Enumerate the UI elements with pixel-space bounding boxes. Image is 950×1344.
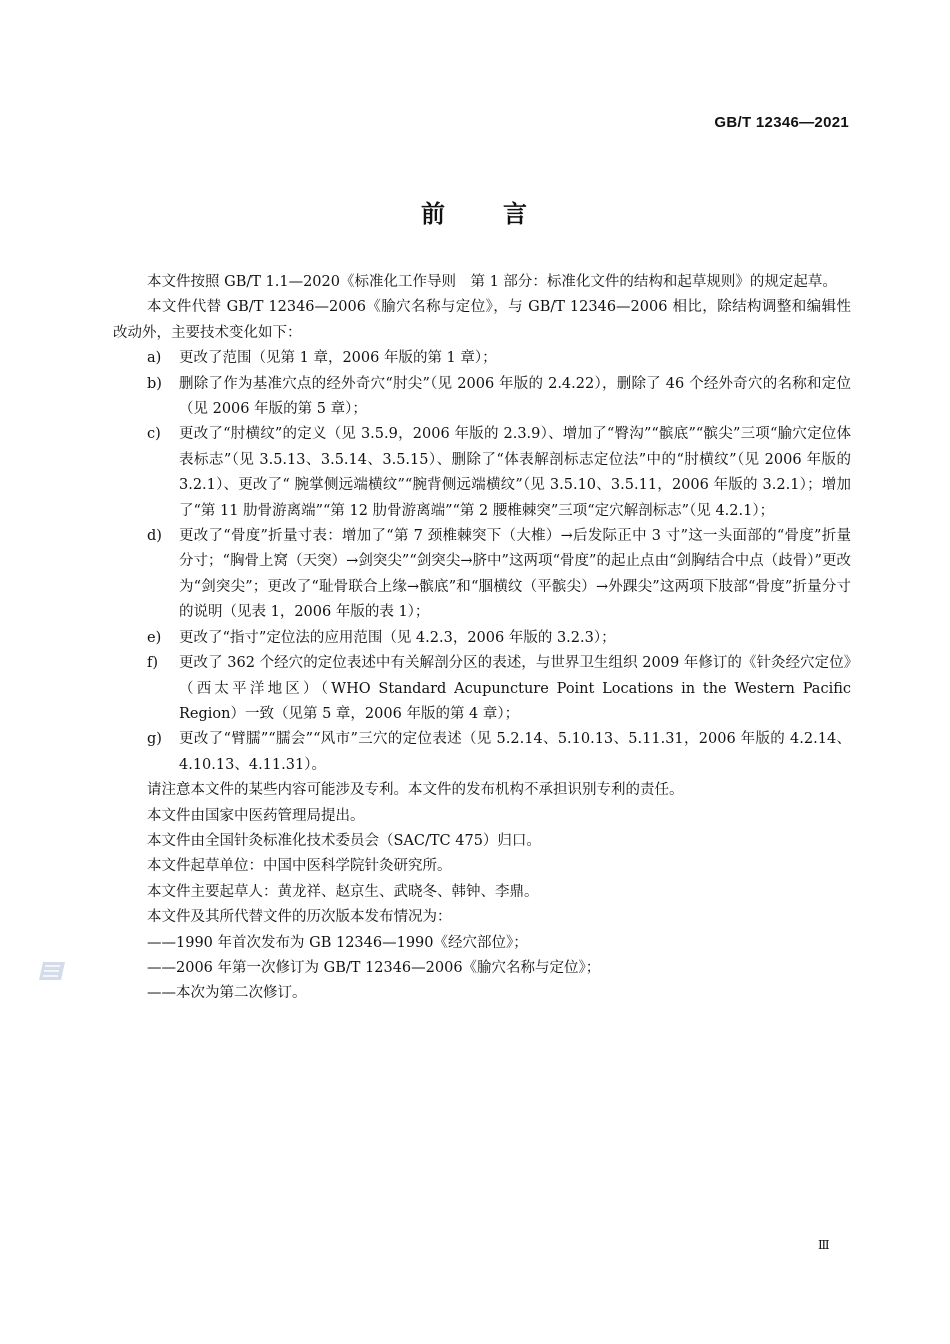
patent-notice: 请注意本文件的某些内容可能涉及专利。本文件的发布机构不承担识别专利的责任。	[147, 782, 684, 799]
change-item-text: 更改了 362 个经穴的定位表述中有关解剖分区的表述，与世界卫生组织 2009 年修订的《针灸经穴定位》（西太平洋地区）（WHO Standard Acupuncture Point Locations in the Western Pacific Region）一致（见第 5 章，2006 年版的第 4 章）；	[179, 655, 851, 722]
change-item	[113, 727, 851, 778]
change-item-text: 删除了作为基准穴点的经外奇穴“肘尖”（见 2006 年版的 2.4.22），删除了 46 个经外奇穴的名称和定位（见 2006 年版的第 5 章）；	[179, 375, 851, 418]
change-item	[113, 346, 851, 371]
standard-number: GB/T 12346—2021	[714, 114, 849, 131]
change-item	[113, 626, 851, 651]
drafting-unit-statement: 本文件起草单位：中国中医科学院针灸研究所。	[147, 858, 452, 875]
change-item-text: 更改了“肘横纹”的定义（见 3.5.9，2006 年版的 2.3.9）、增加了“臀沟”“髌底”“髌尖”三项“腧穴定位体表标志”（见 3.5.13、3.5.14、3.5.15）、删除了“体表解剖标志定位法”中的“肘横纹”（见 2006 年版的 3.2.1）、更改了“ 腕掌侧远端横纹”“腕背侧远端横纹”（见 3.5.10、3.5.11，2006 年版的 3.2.1）；增加了“第 11 肋骨游离端”“第 12 肋骨游离端”“第 2 腰椎棘突”三项“定穴解剖标志”（见 4.2.1）；	[179, 426, 851, 519]
change-item-marker: a)	[147, 350, 162, 367]
change-item-marker: d)	[147, 528, 162, 545]
page-title	[0, 194, 950, 229]
change-item-text: 更改了“骨度”折量寸表：增加了“第 7 颈椎棘突下（大椎）→后发际正中 3 寸”这一头面部的“骨度”折量分寸；“胸骨上窝（天突）→剑突尖”“剑突尖→脐中”这两项“骨度”的起止点由“剑胸结合中点（歧骨）”更改为“剑突尖”；更改了“耻骨联合上缘→髌底”和“腘横纹（平髌尖）→外踝尖”这两项下肢部“骨度”折量分寸的说明（见表 1，2006 年版的表 1）；	[179, 528, 851, 621]
change-item	[113, 651, 851, 727]
history-entry: ——2006 年第一次修订为 GB/T 12346—2006《腧穴名称与定位》；	[147, 959, 601, 976]
paragraph-replacement: 本文件代替 GB/T 12346—2006《腧穴名称与定位》，与 GB/T 12346—2006 相比，除结构调整和编辑性改动外，主要技术变化如下：	[113, 299, 851, 341]
history-entry: ——1990 年首次发布为 GB 12346—1990《经穴部位》；	[147, 934, 528, 951]
change-item-marker: c)	[147, 426, 161, 443]
change-item	[113, 524, 851, 626]
paragraph-drafting-basis: 本文件按照 GB/T 1.1—2020《标准化工作导则 第 1 部分：标准化文件的结构和起草规则》的规定起草。	[147, 274, 837, 290]
change-item-marker: g)	[147, 731, 162, 748]
foreword-body	[113, 270, 851, 1007]
change-item-text: 更改了范围（见第 1 章，2006 年版的第 1 章）；	[179, 350, 497, 367]
change-item	[113, 372, 851, 423]
change-item-text: 更改了“指寸”定位法的应用范围（见 4.2.3，2006 年版的 3.2.3）；	[179, 629, 616, 646]
change-item	[113, 422, 851, 524]
title-char-2: 言	[503, 200, 529, 228]
history-intro: 本文件及其所代替文件的历次版本发布情况为：	[147, 909, 452, 926]
history-entry: ——本次为第二次修订。	[147, 985, 307, 1002]
change-item-marker: e)	[147, 629, 162, 646]
title-char-1: 前	[421, 200, 447, 228]
sac-logo-icon	[38, 960, 66, 982]
proposer-statement: 本文件由国家中医药管理局提出。	[147, 807, 365, 824]
change-item-marker: f)	[147, 655, 159, 672]
page-number: Ⅲ	[818, 1238, 830, 1252]
committee-statement: 本文件由全国针灸标准化技术委员会（SAC/TC 475）归口。	[147, 832, 541, 849]
change-item-marker: b)	[147, 375, 162, 392]
change-item-text: 更改了“臂臑”“臑会”“风市”三穴的定位表述（见 5.2.14、5.10.13、5.11.31，2006 年版的 4.2.14、4.10.13、4.11.31）。	[179, 731, 851, 773]
drafters-statement: 本文件主要起草人：黄龙祥、赵京生、武晓冬、韩钟、李鼎。	[147, 883, 539, 900]
